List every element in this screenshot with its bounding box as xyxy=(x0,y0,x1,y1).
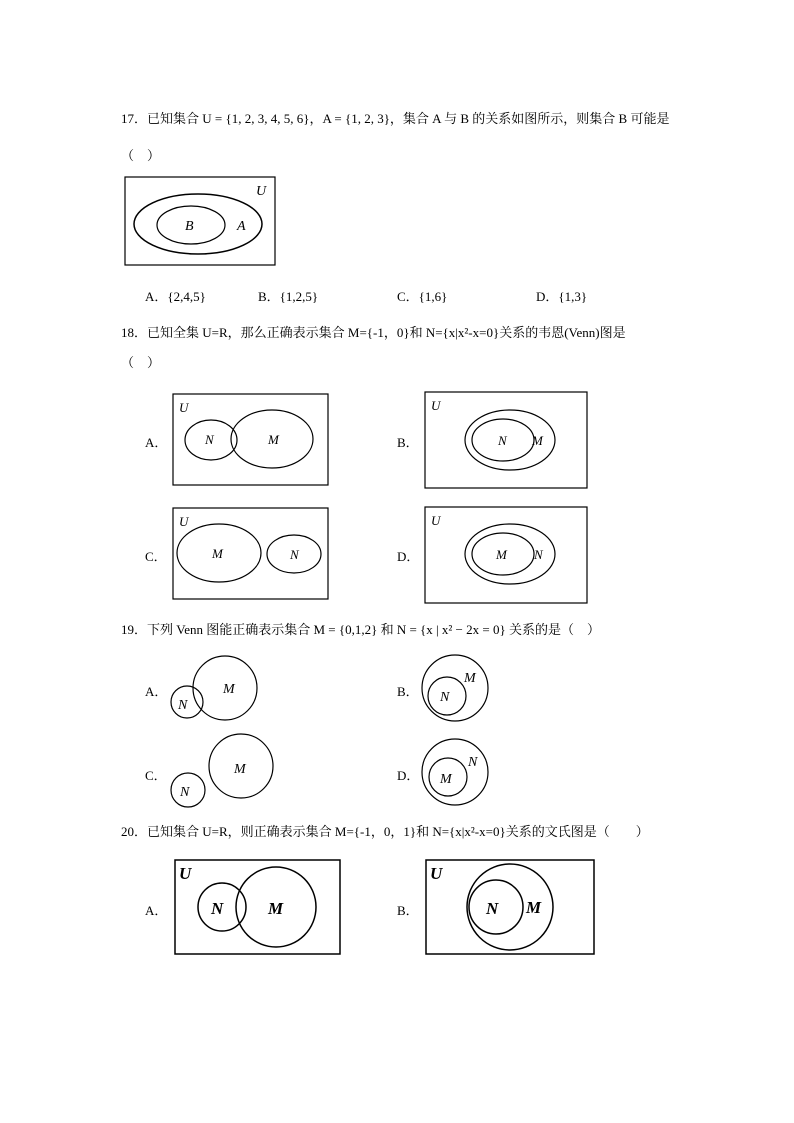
q20-option-a-diagram[interactable] xyxy=(172,857,344,957)
label-n: N xyxy=(440,690,450,705)
label-a: A xyxy=(237,219,246,234)
label-n: N xyxy=(211,899,224,918)
q18-stem: 18．已知全集 U=R，那么正确表示集合 M={-1，0}和 N={x|x²-x=0}关系的韦恩(Venn)图是 xyxy=(121,325,626,340)
q17-option-a[interactable] xyxy=(145,286,206,305)
q17-venn-diagram xyxy=(120,172,280,270)
label-u: U xyxy=(256,184,267,199)
label-n: N xyxy=(178,698,188,713)
q19-option-b-diagram[interactable] xyxy=(418,652,494,724)
q18-option-b-letter[interactable]: B． xyxy=(397,435,419,450)
option-text: {2,4,5} xyxy=(167,289,206,304)
label-n: N xyxy=(534,547,543,562)
option-text: {1,6} xyxy=(418,289,448,304)
q18-option-a-diagram[interactable] xyxy=(170,392,332,488)
label-m: M xyxy=(496,547,507,562)
q19-stem: 19．下列 Venn 图能正确表示集合 M = {0,1,2} 和 N = {x | x² − 2x = 0} 关系的是（ ） xyxy=(121,622,600,637)
q18-option-a-letter[interactable]: A． xyxy=(145,435,168,450)
label-n: N xyxy=(468,755,478,770)
q18-option-d-letter[interactable]: D． xyxy=(397,549,420,564)
option-text: {1,2,5} xyxy=(279,289,319,304)
q17-stem: 17．已知集合 U = {1, 2, 3, 4, 5, 6}，A = {1, 2, 3}，集合 A 与 B 的关系如图所示，则集合 B 可能是 xyxy=(121,111,670,126)
q20-stem: 20．已知集合 U=R，则正确表示集合 M={-1，0，1}和 N={x|x²-x=0}关系的文氏图是（ ） xyxy=(121,824,649,839)
q18-option-c-letter[interactable]: C． xyxy=(145,549,167,564)
q17-option-d[interactable] xyxy=(536,286,587,305)
q19-option-a-letter[interactable]: A． xyxy=(145,684,168,699)
label-m: M xyxy=(268,899,284,918)
universal-set-rect xyxy=(173,394,328,485)
option-letter: A． xyxy=(145,289,168,304)
q18-answer-paren: （ ） xyxy=(121,355,161,370)
label-n: N xyxy=(498,433,507,448)
q19-option-c-diagram[interactable] xyxy=(166,732,278,812)
q17-option-b[interactable] xyxy=(258,286,318,305)
label-n: N xyxy=(180,785,190,800)
q20-option-a-letter[interactable]: A． xyxy=(145,903,168,918)
label-m: M xyxy=(532,433,543,448)
q19-option-c-letter[interactable]: C． xyxy=(145,768,167,783)
label-n: N xyxy=(486,899,499,918)
universal-set-rect xyxy=(125,177,275,265)
label-u: U xyxy=(431,398,441,413)
q18-option-b-diagram[interactable] xyxy=(422,389,590,490)
q18-option-c-diagram[interactable] xyxy=(170,506,332,602)
label-m: M xyxy=(223,682,235,697)
label-m: M xyxy=(268,432,279,447)
q17-answer-paren: （ ） xyxy=(121,148,161,163)
universal-set-rect xyxy=(426,860,594,954)
option-text: {1,3} xyxy=(558,289,588,304)
q19-option-d-letter[interactable]: D． xyxy=(397,768,420,783)
q19-option-b-letter[interactable]: B． xyxy=(397,684,419,699)
q18-option-d-diagram[interactable] xyxy=(422,504,590,605)
label-m: M xyxy=(212,546,223,561)
label-m: M xyxy=(526,898,542,917)
q20-option-b-diagram[interactable] xyxy=(423,857,598,957)
label-n: N xyxy=(290,547,299,562)
label-u: U xyxy=(179,514,189,529)
label-b: B xyxy=(185,219,194,234)
q20-option-b-letter[interactable]: B． xyxy=(397,903,419,918)
label-m: M xyxy=(440,772,452,787)
label-m: M xyxy=(234,762,246,777)
label-u: U xyxy=(179,864,192,883)
label-u: U xyxy=(430,864,443,883)
q19-option-a-diagram[interactable] xyxy=(166,654,264,724)
label-n: N xyxy=(205,432,214,447)
set-m-circle xyxy=(422,655,488,721)
label-m: M xyxy=(464,671,476,686)
option-letter: D． xyxy=(536,289,559,304)
universal-set-rect xyxy=(173,508,328,599)
label-u: U xyxy=(431,513,441,528)
q17-option-c[interactable] xyxy=(397,286,447,305)
label-u: U xyxy=(179,400,189,415)
q19-option-d-diagram[interactable] xyxy=(418,736,494,808)
option-letter: C． xyxy=(397,289,419,304)
option-letter: B． xyxy=(258,289,280,304)
